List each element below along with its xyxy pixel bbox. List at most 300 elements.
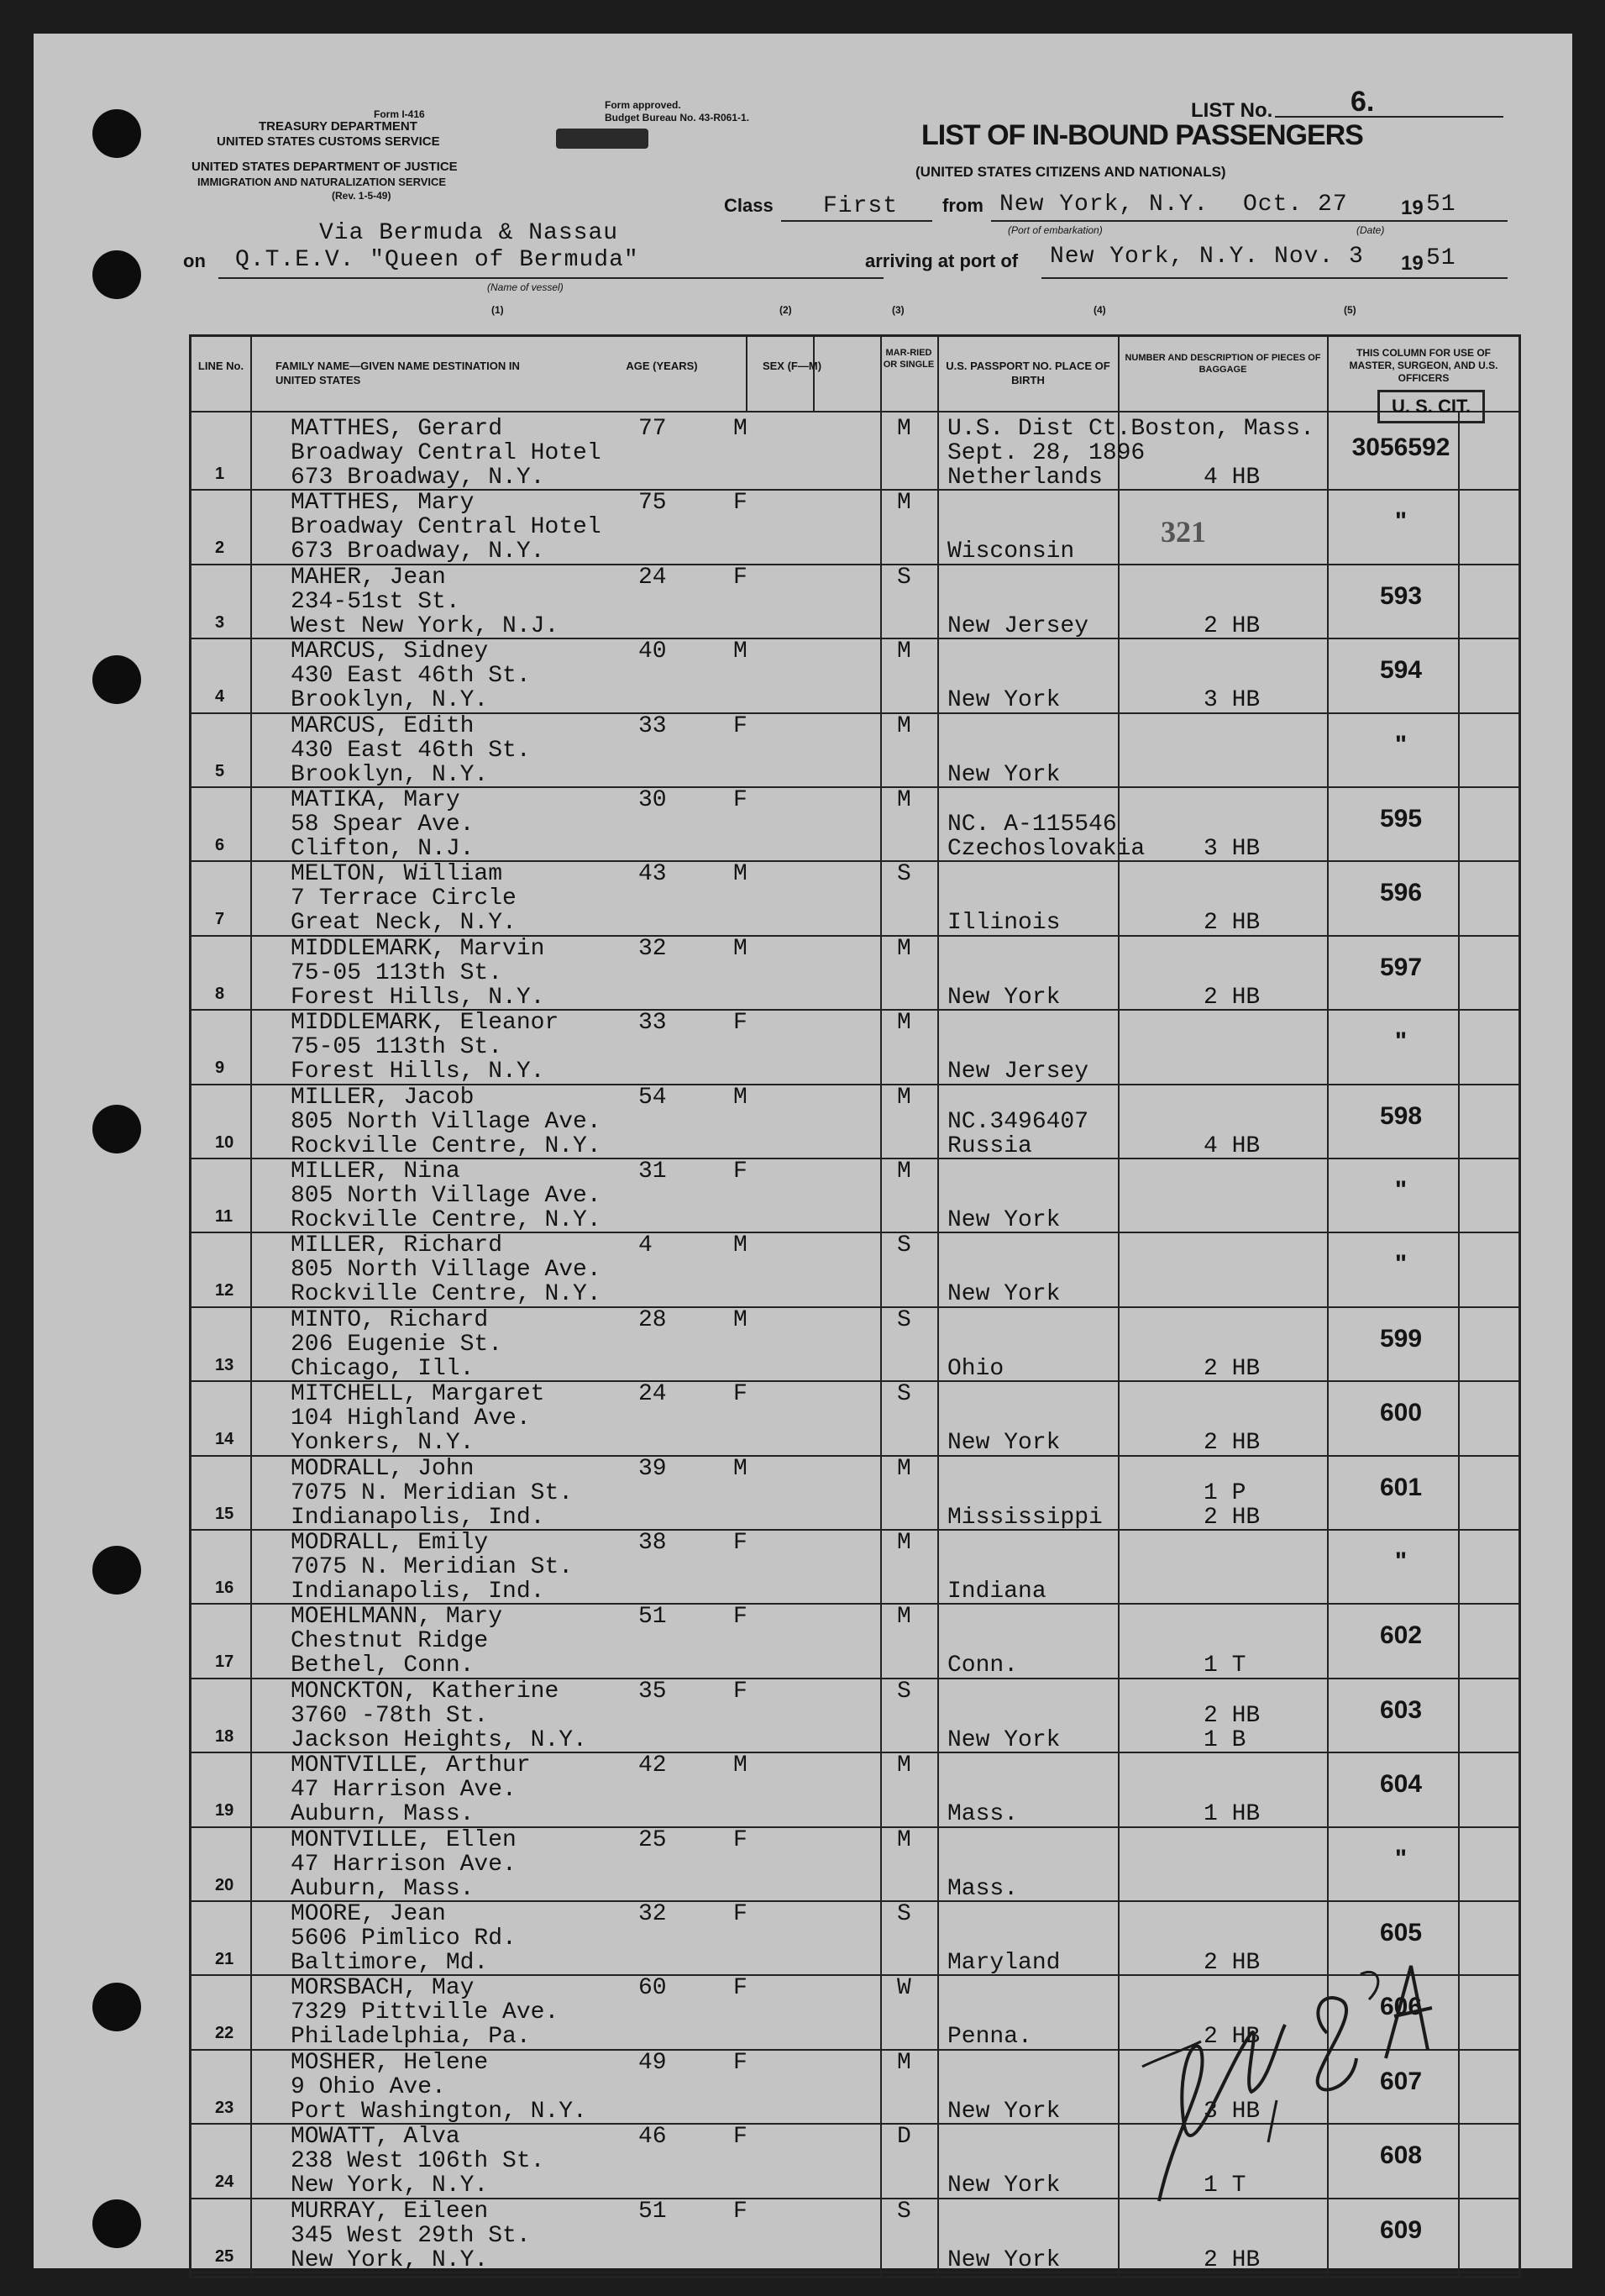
passenger-name-line-2: Baltimore, Md.: [291, 1950, 489, 1976]
depart-year: 51: [1426, 192, 1456, 218]
passenger-name-line-1: 430 East 46th St.: [291, 737, 531, 764]
age: 42: [638, 1752, 667, 1779]
passenger-name-line-0: MONTVILLE, Arthur: [291, 1752, 531, 1779]
marital-status: M: [897, 1752, 911, 1779]
marital-status: M: [897, 1455, 911, 1482]
sex: M: [733, 1232, 747, 1259]
line-number: 18: [215, 1726, 234, 1746]
passenger-name-line-0: MATTHES, Gerard: [291, 416, 503, 442]
from-label: from: [942, 195, 983, 216]
marital-status: S: [897, 1678, 911, 1705]
sex: M: [733, 1084, 747, 1111]
passenger-name-line-2: 673 Broadway, N.Y.: [291, 539, 545, 565]
passenger-name-line-1: Broadway Central Hotel: [291, 514, 601, 541]
passenger-name-line-0: MORSBACH, May: [291, 1975, 475, 2002]
passenger-name-line-0: MONCKTON, Katherine: [291, 1678, 559, 1705]
baggage-line-0: 2 HB: [1204, 2246, 1261, 2273]
passenger-name-line-1: 805 North Village Ave.: [291, 1257, 601, 1284]
baggage-line-0: 3 HB: [1204, 687, 1261, 714]
header-sex: SEX (F—M): [762, 360, 822, 372]
marital-status: M: [897, 638, 911, 665]
passport-line-2: Indiana: [947, 1579, 1046, 1605]
passenger-name-line-1: 430 East 46th St.: [291, 663, 531, 690]
document-page: [34, 34, 1572, 2273]
passenger-name-line-1: 47 Harrison Ave.: [291, 1777, 517, 1804]
passenger-name-line-1: 9 Ohio Ave.: [291, 2073, 446, 2100]
passport-line-2: New York: [947, 687, 1061, 714]
line-number: 21: [215, 1950, 234, 1968]
passenger-name-line-1: Chestnut Ridge: [291, 1628, 489, 1655]
passenger-name-line-0: MONTVILLE, Ellen: [291, 1826, 517, 1853]
line-number: 19: [215, 1801, 234, 1821]
passport-line-2: New York: [947, 984, 1061, 1011]
passenger-name-line-1: 58 Spear Ave.: [291, 812, 475, 838]
form-number: Form I-416: [374, 108, 425, 120]
line-number: 2: [215, 539, 225, 558]
officer-number: 606: [1379, 1993, 1423, 2021]
treasury-dept: TREASURY DEPARTMENT: [259, 119, 417, 134]
via-route: Via Bermuda & Nassau: [319, 220, 619, 246]
passenger-name-line-1: 7075 N. Meridian St.: [291, 1554, 574, 1580]
age: 43: [638, 861, 667, 888]
officer-number: ": [1394, 1844, 1408, 1873]
passenger-name-line-0: MILLER, Richard: [291, 1232, 503, 1259]
list-no-value: 6.: [1351, 86, 1375, 118]
arrival-value: New York, N.Y. Nov. 3: [1050, 244, 1364, 270]
table-row: [191, 1084, 1518, 1158]
marital-status: M: [897, 935, 911, 962]
passenger-name-line-1: 805 North Village Ave.: [291, 1108, 601, 1135]
colnum-5: (5): [1344, 304, 1356, 316]
age: 46: [638, 2124, 667, 2151]
passenger-name-line-1: 7 Terrace Circle: [291, 885, 517, 912]
marital-status: S: [897, 1901, 911, 1927]
passenger-name-line-0: MARCUS, Sidney: [291, 638, 489, 665]
table-row: [191, 1603, 1518, 1677]
sex: M: [733, 1752, 747, 1779]
passenger-name-line-1: 5606 Pimlico Rd.: [291, 1926, 517, 1952]
passenger-name-line-2: Rockville Centre, N.Y.: [291, 1207, 601, 1233]
line-number: 4: [215, 687, 225, 707]
officer-number: 607: [1379, 2067, 1423, 2095]
passport-line-2: Conn.: [947, 1652, 1019, 1679]
baggage-line-0: 2 HB: [1204, 984, 1261, 1011]
passport-line-2: New York: [947, 1726, 1061, 1753]
line-number: 13: [215, 1355, 234, 1374]
officer-number: ": [1394, 1176, 1408, 1204]
line-number: 12: [215, 1281, 234, 1300]
officer-number: 600: [1379, 1399, 1423, 1427]
officer-number: 598: [1379, 1101, 1423, 1130]
passenger-name-line-1: 75-05 113th St.: [291, 959, 503, 986]
age: 35: [638, 1678, 667, 1705]
passenger-name-line-2: Port Washington, N.Y.: [291, 2098, 587, 2125]
line-number: 24: [215, 2173, 234, 2192]
marital-status: S: [897, 1381, 911, 1408]
passport-line-2: Russia: [947, 1132, 1032, 1159]
passport-line-2: New York: [947, 1430, 1061, 1457]
revision-date: (Rev. 1-5-49): [332, 190, 391, 202]
age: 38: [638, 1530, 667, 1556]
line-number: 15: [215, 1504, 234, 1523]
colnum-2: (2): [779, 304, 792, 316]
passenger-name-line-1: 238 West 106th St.: [291, 2148, 545, 2175]
passport-line-2: Mass.: [947, 1801, 1019, 1828]
arrive-year-prefix: 19: [1401, 252, 1424, 275]
sex: M: [733, 1455, 747, 1482]
passenger-name-line-1: 7075 N. Meridian St.: [291, 1479, 574, 1506]
passport-line-2: Czechoslovakia: [947, 836, 1146, 862]
line-number: 7: [215, 910, 225, 929]
sex: F: [733, 490, 747, 517]
passenger-name-line-0: MATTHES, Mary: [291, 490, 475, 517]
sex: F: [733, 1678, 747, 1705]
passenger-name-line-2: Rockville Centre, N.Y.: [291, 1132, 601, 1159]
table-row: [191, 1455, 1518, 1529]
baggage-line-1: 2 HB: [1204, 1504, 1261, 1531]
officer-number: ": [1394, 1547, 1408, 1575]
table-row: [191, 935, 1518, 1009]
passenger-name-line-0: MILLER, Nina: [291, 1159, 460, 1185]
header-officers: THIS COLUMN FOR USE OF MASTER, SURGEON, AND U.S. OFFICERS: [1349, 347, 1498, 384]
sex: F: [733, 1826, 747, 1853]
vessel-line: [218, 277, 884, 279]
baggage-line-0: 2 HB: [1204, 1702, 1261, 1729]
passport-line-2: New Jersey: [947, 1059, 1089, 1085]
punch-hole: [92, 109, 141, 158]
passenger-name-line-0: MOEHLMANN, Mary: [291, 1604, 503, 1631]
baggage-line-0: 2 HB: [1204, 612, 1261, 639]
marital-status: S: [897, 1306, 911, 1333]
sex: F: [733, 564, 747, 591]
age: 24: [638, 1381, 667, 1408]
punch-hole: [92, 1983, 141, 2031]
passenger-name-line-0: MOSHER, Helene: [291, 2049, 489, 2076]
passenger-name-line-2: Yonkers, N.Y.: [291, 1430, 475, 1457]
passenger-name-line-0: MAHER, Jean: [291, 564, 446, 591]
line-number: 22: [215, 2024, 234, 2043]
age: 51: [638, 1604, 667, 1631]
line-number: 9: [215, 1059, 225, 1078]
sex: F: [733, 2198, 747, 2225]
marital-status: M: [897, 712, 911, 739]
passenger-name-line-1: 206 Eugenie St.: [291, 1331, 503, 1358]
passenger-name-line-0: MINTO, Richard: [291, 1306, 489, 1333]
sex: F: [733, 712, 747, 739]
header-baggage: NUMBER AND DESCRIPTION OF PIECES OF BAGGAGE: [1125, 353, 1321, 375]
passenger-name-line-2: Auburn, Mass.: [291, 1801, 475, 1828]
officer-number: ": [1394, 1250, 1408, 1279]
form-approved: Form approved.: [605, 99, 681, 111]
officer-number: ": [1394, 1027, 1408, 1056]
sex: F: [733, 1381, 747, 1408]
list-no-line: [1275, 116, 1503, 118]
vessel-name: Q.T.E.V. "Queen of Bermuda": [235, 247, 639, 273]
us-cit-stamp: U. S. CIT.: [1377, 390, 1485, 423]
sex: M: [733, 935, 747, 962]
officer-number: 603: [1379, 1695, 1423, 1724]
passport-line-2: Ohio: [947, 1355, 1004, 1382]
budget-bureau: Budget Bureau No. 43-R061-1.: [605, 112, 750, 123]
passenger-name-line-2: Brooklyn, N.Y.: [291, 761, 489, 788]
baggage-line-0: 2 HB: [1204, 2024, 1261, 2051]
age: 77: [638, 416, 667, 442]
line-number: 11: [215, 1207, 233, 1226]
passport-line-2: New Jersey: [947, 612, 1089, 639]
baggage-line-0: 3 HB: [1204, 2098, 1261, 2125]
passenger-name-line-0: MATIKA, Mary: [291, 787, 460, 813]
class-label: Class: [724, 195, 774, 216]
officer-number: 605: [1379, 1919, 1423, 1947]
punch-hole: [92, 2199, 141, 2248]
line-number: 10: [215, 1132, 234, 1152]
stamp-number: 321: [1161, 515, 1206, 549]
passenger-name-line-1: 234-51st St.: [291, 588, 460, 615]
customs-service: UNITED STATES CUSTOMS SERVICE: [217, 134, 440, 149]
passport-line-2: Netherlands: [947, 465, 1103, 491]
arriving-label: arriving at port of: [865, 250, 1019, 271]
class-line: [781, 220, 932, 222]
punch-hole: [92, 1546, 141, 1595]
officer-number: 601: [1379, 1473, 1423, 1501]
passenger-name-line-0: MODRALL, John: [291, 1455, 475, 1482]
marital-status: W: [897, 1975, 911, 2002]
table-row: [191, 1232, 1518, 1306]
passport-line-0: U.S. Dist Ct.Boston, Mass.: [947, 416, 1314, 442]
officer-number: 602: [1379, 1621, 1423, 1650]
sex: F: [733, 1159, 747, 1185]
embark-caption: (Port of embarkation): [1008, 224, 1103, 236]
officer-number: 604: [1379, 1770, 1423, 1799]
marital-status: M: [897, 2049, 911, 2076]
sex: F: [733, 2124, 747, 2151]
passenger-name-line-0: MARCUS, Edith: [291, 712, 475, 739]
table-row: [191, 564, 1518, 638]
passport-line-2: New York: [947, 2246, 1061, 2273]
passenger-name-line-2: Clifton, N.J.: [291, 836, 475, 862]
header-married: MAR-RIED OR SINGLE: [883, 348, 935, 370]
punch-hole: [92, 655, 141, 704]
ins-service: IMMIGRATION AND NATURALIZATION SERVICE: [197, 176, 447, 188]
age: 25: [638, 1826, 667, 1853]
sex: F: [733, 1901, 747, 1927]
line-number: 3: [215, 612, 225, 632]
from-line: [991, 220, 1508, 222]
line-number: 23: [215, 2098, 234, 2117]
baggage-line-0: 4 HB: [1204, 1132, 1261, 1159]
officer-number: ": [1394, 507, 1408, 536]
from-value: New York, N.Y.: [999, 192, 1209, 218]
punch-hole: [92, 250, 141, 299]
age: 28: [638, 1306, 667, 1333]
passport-line-2: New York: [947, 2173, 1061, 2199]
passport-line-2: New York: [947, 1207, 1061, 1233]
colnum-1: (1): [491, 304, 504, 316]
officer-number: ": [1394, 730, 1408, 759]
line-number: 17: [215, 1652, 234, 1672]
table-row: [191, 1306, 1518, 1380]
baggage-line-0: 2 HB: [1204, 1355, 1261, 1382]
line-number: 14: [215, 1430, 234, 1449]
header-name: FAMILY NAME—GIVEN NAME DESTINATION IN UNITED STATES: [275, 360, 520, 386]
passenger-name-line-1: 75-05 113th St.: [291, 1034, 503, 1061]
passport-line-2: Mississippi: [947, 1504, 1103, 1531]
officer-number: 593: [1379, 581, 1423, 610]
passenger-name-line-2: Chicago, Ill.: [291, 1355, 475, 1382]
marital-status: S: [897, 564, 911, 591]
baggage-line-0: 2 HB: [1204, 1430, 1261, 1457]
age: 33: [638, 1010, 667, 1037]
marital-status: M: [897, 787, 911, 813]
sex: F: [733, 1604, 747, 1631]
passenger-name-line-2: Philadelphia, Pa.: [291, 2024, 531, 2051]
header-passport: U.S. PASSPORT NO. PLACE OF BIRTH: [946, 360, 1110, 386]
table-row: [191, 1380, 1518, 1457]
age: 40: [638, 638, 667, 665]
marital-status: S: [897, 2198, 911, 2225]
line-number: 16: [215, 1579, 234, 1597]
marital-status: M: [897, 490, 911, 517]
passenger-name-line-2: Indianapolis, Ind.: [291, 1504, 545, 1531]
table-row: [191, 1529, 1518, 1603]
sex: M: [733, 416, 747, 442]
baggage-line-0: 1 T: [1204, 1652, 1246, 1679]
table-row: [191, 1826, 1518, 1900]
officer-number: 595: [1379, 805, 1423, 833]
table-row: [191, 1678, 1518, 1752]
age: 32: [638, 1901, 667, 1927]
age: 51: [638, 2198, 667, 2225]
passenger-name-line-1: 104 Highland Ave.: [291, 1405, 531, 1432]
vessel-caption: (Name of vessel): [487, 281, 564, 293]
list-no-label: LIST No.: [1191, 99, 1273, 122]
passenger-name-line-0: MIDDLEMARK, Marvin: [291, 935, 545, 962]
age: 4: [638, 1232, 653, 1259]
officer-number: 596: [1379, 879, 1423, 907]
line-number: 1: [215, 465, 225, 483]
passport-line-2: Mass.: [947, 1875, 1019, 1902]
passenger-name-line-2: Brooklyn, N.Y.: [291, 687, 489, 714]
passenger-name-line-1: 805 North Village Ave.: [291, 1183, 601, 1209]
passenger-name-line-0: MILLER, Jacob: [291, 1084, 475, 1111]
age: 31: [638, 1159, 667, 1185]
passport-line-2: Wisconsin: [947, 539, 1075, 565]
on-label: on: [183, 250, 206, 271]
table-row: [191, 786, 1518, 860]
line-number: 25: [215, 2246, 234, 2266]
passport-line-1: Sept. 28, 1896: [947, 440, 1146, 466]
marital-status: M: [897, 1084, 911, 1111]
passenger-name-line-0: MODRALL, Emily: [291, 1530, 489, 1556]
passport-line-2: Maryland: [947, 1950, 1061, 1976]
officer-number: 609: [1379, 2215, 1423, 2244]
header-line-no: LINE No.: [197, 360, 244, 372]
line-number: 6: [215, 836, 225, 854]
baggage-line-0: 1 P: [1204, 1479, 1246, 1506]
sex: F: [733, 1975, 747, 2002]
age: 33: [638, 712, 667, 739]
header-age: AGE (YEARS): [626, 360, 698, 372]
baggage-line-0: 2 HB: [1204, 910, 1261, 937]
table-row: [191, 489, 1518, 563]
passenger-name-line-2: Auburn, Mass.: [291, 1875, 475, 1902]
marital-status: S: [897, 1232, 911, 1259]
baggage-line-1: 1 B: [1204, 1726, 1246, 1753]
passenger-name-line-2: Indianapolis, Ind.: [291, 1579, 545, 1605]
baggage-line-0: 2 HB: [1204, 1950, 1261, 1976]
passenger-name-line-2: Jackson Heights, N.Y.: [291, 1726, 587, 1753]
passenger-name-line-2: Bethel, Conn.: [291, 1652, 475, 1679]
baggage-line-0: 3 HB: [1204, 836, 1261, 862]
officer-number: 3056592: [1351, 433, 1450, 461]
table-row: [191, 1752, 1518, 1826]
passport-line-2: New York: [947, 761, 1061, 788]
table-row: [191, 1158, 1518, 1232]
sex: M: [733, 861, 747, 888]
arrive-year: 51: [1426, 245, 1456, 271]
age: 32: [638, 935, 667, 962]
passport-line-1: NC. A-115546: [947, 812, 1117, 838]
passenger-name-line-1: 345 West 29th St.: [291, 2222, 531, 2249]
table-row: [191, 415, 1518, 489]
depart-date: Oct. 27: [1243, 192, 1348, 218]
sex: F: [733, 2049, 747, 2076]
line-number: 8: [215, 984, 225, 1003]
sex: F: [733, 787, 747, 813]
age: 49: [638, 2049, 667, 2076]
arrival-line: [1041, 277, 1508, 279]
sex: M: [733, 1306, 747, 1333]
passenger-name-line-2: 673 Broadway, N.Y.: [291, 465, 545, 491]
marital-status: M: [897, 416, 911, 442]
age: 24: [638, 564, 667, 591]
table-row: [191, 860, 1518, 937]
officer-number: 608: [1379, 2141, 1423, 2170]
line-number: 20: [215, 1875, 234, 1894]
class-value: First: [823, 193, 899, 219]
depart-year-prefix: 19: [1401, 197, 1424, 219]
age: 75: [638, 490, 667, 517]
passenger-name-line-1: Broadway Central Hotel: [291, 440, 601, 466]
date-caption: (Date): [1356, 224, 1385, 236]
dept-of-justice: UNITED STATES DEPARTMENT OF JUSTICE: [191, 160, 458, 174]
passenger-name-line-1: 47 Harrison Ave.: [291, 1851, 517, 1878]
passport-line-2: Illinois: [947, 910, 1061, 937]
passenger-name-line-2: Rockville Centre, N.Y.: [291, 1281, 601, 1308]
passenger-name-line-2: Forest Hills, N.Y.: [291, 1059, 545, 1085]
marital-status: M: [897, 1530, 911, 1556]
marital-status: M: [897, 1010, 911, 1037]
age: 30: [638, 787, 667, 813]
marital-status: M: [897, 1604, 911, 1631]
line-number: 5: [215, 761, 225, 780]
marital-status: M: [897, 1159, 911, 1185]
passport-line-2: New York: [947, 1281, 1061, 1308]
passenger-name-line-2: West New York, N.J.: [291, 612, 559, 639]
passenger-name-line-2: New York, N.Y.: [291, 2173, 489, 2199]
passenger-name-line-0: MOORE, Jean: [291, 1901, 446, 1927]
colnum-4: (4): [1094, 304, 1106, 316]
table-row: [191, 712, 1518, 786]
handwritten-signature: [1109, 1915, 1461, 2235]
table-row: [191, 638, 1518, 712]
passport-line-1: NC.3496407: [947, 1108, 1089, 1135]
passenger-name-line-1: 7329 Pittville Ave.: [291, 1999, 559, 2026]
officer-number: 597: [1379, 953, 1423, 981]
list-subtitle: (UNITED STATES CITIZENS AND NATIONALS): [915, 164, 1226, 180]
passenger-name-line-2: New York, N.Y.: [291, 2246, 489, 2273]
colnum-3: (3): [892, 304, 905, 316]
